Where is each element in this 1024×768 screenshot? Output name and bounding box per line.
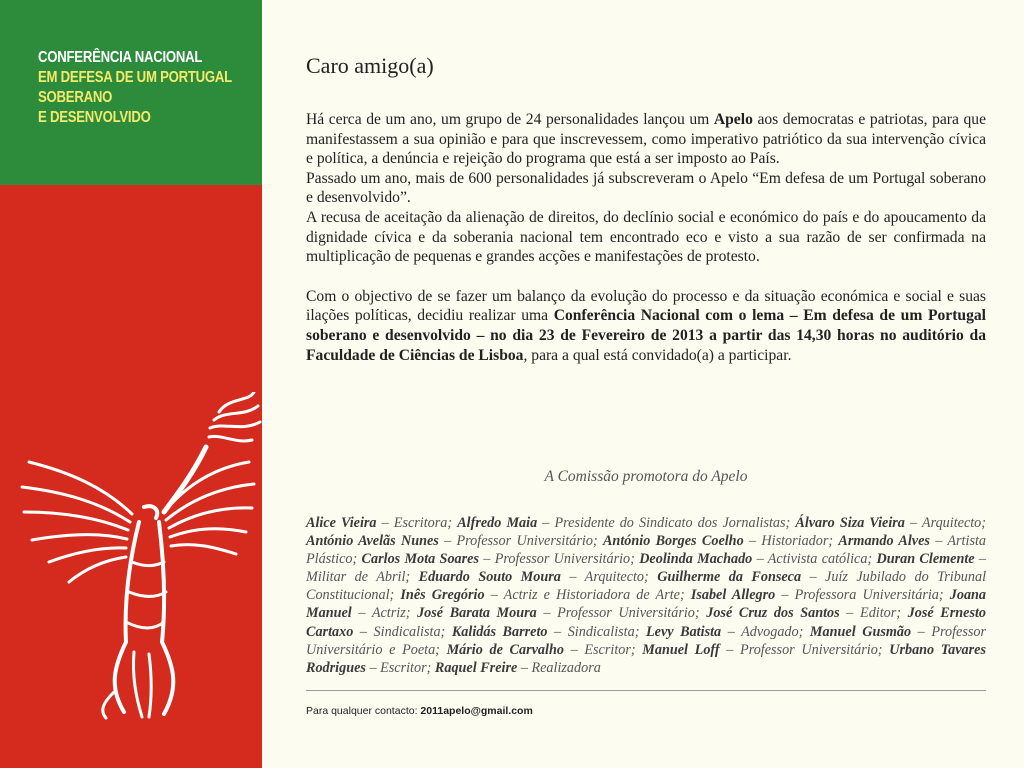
- member-name: José Cruz dos Santos: [706, 605, 840, 622]
- member-role: – Professor Universitário;: [536, 605, 707, 622]
- member-role: – Juíz Jubilado do Tribunal Constitucional;: [306, 569, 987, 604]
- member-name: Carlos Mota Soares: [361, 551, 479, 568]
- member-role: – Arquitecto;: [560, 569, 658, 586]
- sidebar: [0, 0, 262, 768]
- member-name: Deolinda Machado: [639, 551, 753, 568]
- member-name: Levy Batista: [646, 623, 722, 640]
- committee-signature: A Comissão promotora do Apelo: [544, 468, 748, 485]
- member-name: Álvaro Siza Vieira: [795, 515, 905, 531]
- member-name: Manuel Gusmão: [809, 623, 912, 640]
- member-name: Inês Gregório: [400, 587, 485, 604]
- contact-label: Para qualquer contacto:: [306, 705, 421, 717]
- member-name: Urbano Tavares Rodrigues: [306, 641, 986, 676]
- paragraph-4: [306, 287, 986, 365]
- conference-title-line-1: CONFERÊNCIA NACIONAL: [38, 49, 203, 66]
- member-role: – Professor Universitário;: [438, 533, 603, 550]
- member-name: Isabel Allegro: [690, 587, 776, 604]
- member-name: José Barata Moura: [417, 605, 537, 622]
- member-name: Raquel Freire: [434, 659, 518, 676]
- paragraph-1-emphasis: Apelo: [713, 111, 753, 128]
- conference-title-line-3: SOBERANO: [38, 89, 113, 106]
- member-role: – Actriz;: [351, 605, 418, 622]
- paragraph-1-end: aos democratas e patriotas, para que manifestassem a sua opinião e para que inscrevessem, como imperativo patriótico da sua intervenção cívica e política, a denúncia e rejeição do programa que está a ser imposto ao País.: [306, 111, 986, 168]
- member-role: – Advogado;: [721, 623, 810, 640]
- member-name: José Ernesto Cartaxo: [306, 605, 987, 640]
- member-role: – Sindicalista;: [547, 623, 646, 640]
- member-role: – Escritor;: [365, 659, 435, 676]
- paragraph-1-start: Há cerca de um ano, um grupo de 24 personalidades lançou um: [306, 111, 714, 128]
- member-role: – Presidente do Sindicato dos Jornalistas;: [537, 515, 796, 531]
- member-name: Armando Alves: [838, 533, 930, 550]
- divider: [306, 690, 986, 691]
- committee-members-list: [306, 514, 986, 677]
- member-role: – Historiador;: [743, 533, 839, 550]
- paragraph-1: [306, 110, 986, 169]
- member-role: – Professora Universitária;: [775, 587, 950, 604]
- paragraph-4-start: Com o objectivo de se fazer um balanço da evolução do processo e da situação económica e social e suas ilações políticas, decidiu realizar uma: [306, 287, 986, 325]
- member-name: Mário de Carvalho: [446, 641, 564, 658]
- member-name: Manuel Loff: [642, 641, 720, 658]
- conference-title-line-2: EM DEFESA DE UM PORTUGAL: [38, 69, 232, 86]
- member-name: António Borges Coelho: [602, 533, 744, 550]
- member-name: Guilherme da Fonseca: [657, 569, 802, 586]
- member-role: – Professor Universitário;: [478, 551, 640, 568]
- member-name: Eduardo Souto Moura: [418, 569, 561, 586]
- conference-title: [38, 48, 232, 128]
- contact-email[interactable]: 2011apelo@gmail.com: [420, 705, 533, 717]
- conference-title-line-4: E DESENVOLVIDO: [38, 109, 151, 126]
- letter-body: [306, 52, 986, 365]
- member-role: – Realizadora: [517, 659, 601, 676]
- member-role: – Professor Universitário e Poeta;: [306, 623, 986, 658]
- paragraph-2: Passado um ano, mais de 600 personalidades já subscreveram o Apelo “Em defesa de um Portugal soberano e desenvolvido”.: [306, 169, 986, 207]
- contact-line: [306, 705, 533, 717]
- member-name: António Avelãs Nunes: [306, 533, 439, 550]
- member-role: – Sindicalista;: [353, 623, 452, 640]
- member-role: – Escritora;: [376, 515, 458, 531]
- paragraph-4-emphasis: Conferência Nacional com o lema – Em defesa de um Portugal soberano e desenvolvido – no dia 23 de Fevereiro de 2013 a partir das 14,30 horas no auditório da Faculdade de Ciências de Lisboa: [306, 307, 986, 364]
- paragraph-3: A recusa de aceitação da alienação de direitos, do declínio social e económico do país e do apoucamento da dignidade cívica e da soberania nacional tem encontrado eco e visto a sua razão de ser confirmada na multiplicação de pequenas e grandes acções e manifestações de protesto.: [306, 208, 986, 266]
- member-name: Kalidás Barreto: [451, 623, 548, 640]
- member-role: – Arquitecto;: [904, 515, 986, 531]
- letter-greeting: Caro amigo(a): [306, 53, 434, 78]
- member-role: – Artista Plástico;: [306, 533, 987, 568]
- letter-paragraphs: [306, 110, 986, 365]
- member-name: Joana Manuel: [306, 587, 987, 622]
- member-name: Alfredo Maia: [457, 515, 538, 531]
- member-role: – Actriz e Historiadora de Arte;: [484, 587, 691, 604]
- member-role: – Escritor;: [563, 641, 643, 658]
- paragraph-4-end: , para a qual está convidado(a) a participar.: [523, 346, 792, 364]
- member-role: – Militar de Abril;: [306, 551, 987, 586]
- member-role: – Activista católica;: [752, 551, 877, 568]
- member-role: – Editor;: [839, 605, 908, 622]
- winged-figure-illustration: [14, 392, 264, 722]
- member-role: – Professor Universitário;: [719, 641, 890, 658]
- member-name: Duran Clemente: [876, 551, 975, 568]
- member-name: Alice Vieira: [306, 515, 377, 531]
